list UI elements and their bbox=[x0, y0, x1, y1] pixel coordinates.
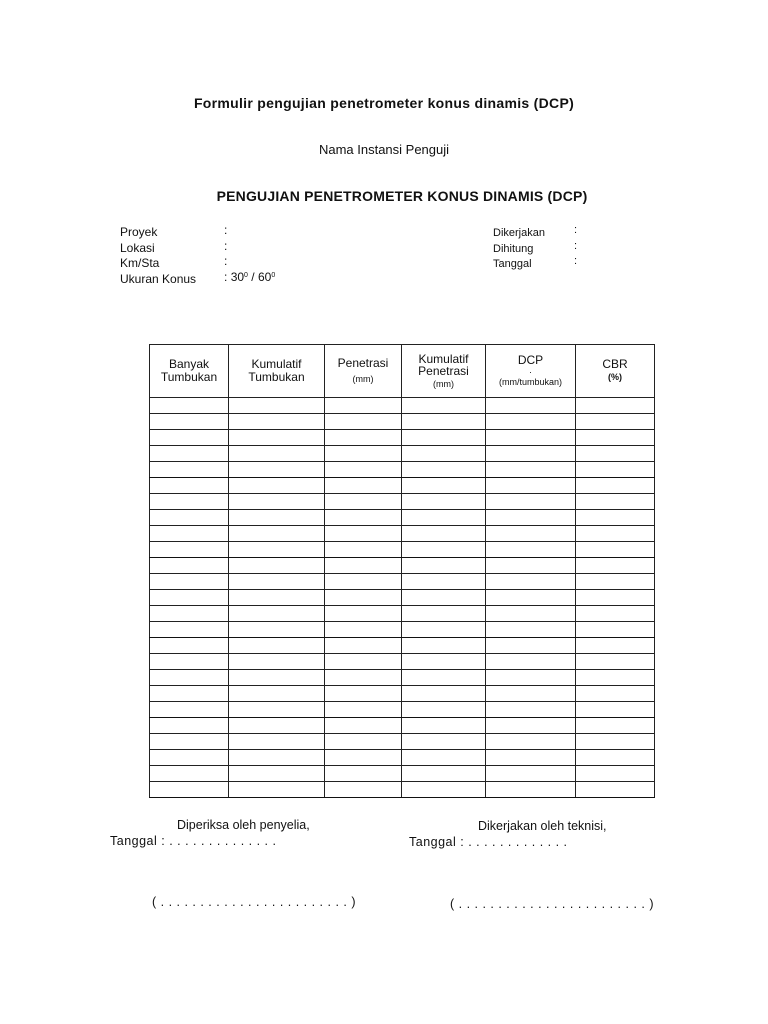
table-row bbox=[150, 510, 655, 526]
table-cell[interactable] bbox=[486, 750, 576, 766]
document-title: Formulir pengujian penetrometer konus dinamis (DCP) bbox=[193, 95, 575, 111]
table-cell[interactable] bbox=[486, 462, 576, 478]
table-cell[interactable] bbox=[229, 718, 325, 734]
meta-label: Km/Sta bbox=[120, 256, 160, 270]
table-row bbox=[150, 414, 655, 430]
table-body bbox=[150, 398, 655, 798]
header-line: DCP bbox=[517, 352, 544, 367]
table-cell[interactable] bbox=[229, 766, 325, 782]
right-signature-name: ( . . . . . . . . . . . . . . . . . . . . . . . . ) bbox=[450, 897, 654, 911]
table-cell[interactable] bbox=[486, 670, 576, 686]
table-cell[interactable] bbox=[576, 686, 655, 702]
table-cell[interactable] bbox=[486, 526, 576, 542]
table-cell[interactable] bbox=[486, 414, 576, 430]
table-cell[interactable] bbox=[325, 494, 402, 510]
table-cell[interactable] bbox=[402, 526, 486, 542]
table-cell[interactable] bbox=[229, 478, 325, 494]
table-cell[interactable] bbox=[325, 750, 402, 766]
table-row bbox=[150, 478, 655, 494]
header-dot: . bbox=[529, 364, 532, 375]
header-line: Tumbukan bbox=[160, 370, 218, 384]
table-cell[interactable] bbox=[576, 398, 655, 414]
table-cell[interactable] bbox=[402, 494, 486, 510]
table-row bbox=[150, 558, 655, 574]
table-row bbox=[150, 430, 655, 446]
table-cell[interactable] bbox=[150, 574, 229, 590]
meta-colon: : bbox=[224, 269, 228, 284]
header-line: Penetrasi bbox=[337, 355, 389, 370]
table-cell[interactable] bbox=[229, 414, 325, 430]
table-cell[interactable] bbox=[150, 478, 229, 494]
table-cell[interactable] bbox=[150, 430, 229, 446]
table-cell[interactable] bbox=[576, 462, 655, 478]
table-cell[interactable] bbox=[229, 686, 325, 702]
table-cell[interactable] bbox=[576, 654, 655, 670]
table-cell[interactable] bbox=[576, 766, 655, 782]
table-row bbox=[150, 446, 655, 462]
table-row bbox=[150, 670, 655, 686]
header-penetrasi bbox=[325, 345, 402, 398]
table-cell[interactable] bbox=[576, 782, 655, 798]
table-cell[interactable] bbox=[402, 734, 486, 750]
table-row bbox=[150, 782, 655, 798]
table-cell[interactable] bbox=[402, 478, 486, 494]
table-cell[interactable] bbox=[150, 606, 229, 622]
table-cell[interactable] bbox=[486, 494, 576, 510]
table-cell[interactable] bbox=[402, 718, 486, 734]
table-cell[interactable] bbox=[150, 750, 229, 766]
table-cell[interactable] bbox=[402, 446, 486, 462]
table-row bbox=[150, 462, 655, 478]
table-cell[interactable] bbox=[576, 606, 655, 622]
table-cell[interactable] bbox=[486, 478, 576, 494]
table-cell[interactable] bbox=[229, 590, 325, 606]
header-line: Tumbukan bbox=[248, 370, 305, 384]
table-cell[interactable] bbox=[486, 542, 576, 558]
table-cell[interactable] bbox=[229, 654, 325, 670]
table-cell[interactable] bbox=[229, 494, 325, 510]
table-cell[interactable] bbox=[150, 670, 229, 686]
table-cell[interactable] bbox=[229, 734, 325, 750]
table-cell[interactable] bbox=[486, 718, 576, 734]
table-cell[interactable] bbox=[576, 542, 655, 558]
table-row bbox=[150, 766, 655, 782]
header-dcp bbox=[486, 345, 576, 398]
table-cell[interactable] bbox=[150, 494, 229, 510]
table-cell[interactable] bbox=[486, 766, 576, 782]
meta-row-dihitung bbox=[493, 239, 578, 255]
header-banyak-tumbukan bbox=[150, 345, 229, 398]
meta-colon: : bbox=[574, 224, 578, 236]
table-cell[interactable] bbox=[229, 462, 325, 478]
table-cell[interactable] bbox=[486, 574, 576, 590]
table-cell[interactable] bbox=[402, 574, 486, 590]
table-row bbox=[150, 494, 655, 510]
table-cell[interactable] bbox=[325, 574, 402, 590]
table-cell[interactable] bbox=[576, 558, 655, 574]
table-cell[interactable] bbox=[402, 702, 486, 718]
table-row bbox=[150, 526, 655, 542]
header-line: Penetrasi bbox=[418, 363, 469, 378]
table-cell[interactable] bbox=[325, 526, 402, 542]
table-cell[interactable] bbox=[325, 702, 402, 718]
institution-name: Nama Instansi Penguji bbox=[318, 142, 450, 157]
meta-label: Proyek bbox=[120, 225, 158, 239]
table-row bbox=[150, 718, 655, 734]
meta-left-block bbox=[120, 223, 276, 287]
left-signature-date: Tanggal : . . . . . . . . . . . . . . bbox=[110, 834, 277, 848]
table-cell[interactable] bbox=[486, 686, 576, 702]
table-cell[interactable] bbox=[486, 558, 576, 574]
table-cell[interactable] bbox=[325, 734, 402, 750]
table-cell[interactable] bbox=[402, 414, 486, 430]
table-cell[interactable] bbox=[325, 718, 402, 734]
table-row bbox=[150, 398, 655, 414]
table-cell[interactable] bbox=[576, 670, 655, 686]
meta-colon: : bbox=[224, 223, 228, 237]
cone-angle-1: 30 bbox=[230, 269, 245, 284]
table-cell[interactable] bbox=[576, 702, 655, 718]
table-cell[interactable] bbox=[325, 654, 402, 670]
table-cell[interactable] bbox=[402, 622, 486, 638]
table-row bbox=[150, 590, 655, 606]
table-cell[interactable] bbox=[325, 446, 402, 462]
table-cell[interactable] bbox=[402, 590, 486, 606]
degree-sup-2: 0 bbox=[271, 271, 276, 279]
table-cell[interactable] bbox=[402, 462, 486, 478]
table-cell[interactable] bbox=[576, 638, 655, 654]
header-line: Banyak bbox=[168, 357, 210, 371]
table-cell[interactable] bbox=[150, 446, 229, 462]
table-cell[interactable] bbox=[486, 734, 576, 750]
table-row bbox=[150, 638, 655, 654]
meta-row-ukuran-konus bbox=[120, 269, 276, 287]
table-row bbox=[150, 654, 655, 670]
meta-row-dikerjakan bbox=[493, 223, 578, 239]
table-cell[interactable] bbox=[486, 654, 576, 670]
right-signature-caption: Dikerjakan oleh teknisi, bbox=[478, 819, 607, 833]
table-cell[interactable] bbox=[325, 414, 402, 430]
meta-row-lokasi bbox=[120, 238, 228, 255]
table-cell[interactable] bbox=[150, 766, 229, 782]
table-cell[interactable] bbox=[576, 750, 655, 766]
table-cell[interactable] bbox=[150, 654, 229, 670]
table-cell[interactable] bbox=[325, 462, 402, 478]
table-cell[interactable] bbox=[325, 398, 402, 414]
table-cell[interactable] bbox=[229, 398, 325, 414]
table-cell[interactable] bbox=[229, 638, 325, 654]
cone-size-value bbox=[224, 270, 275, 286]
table-cell[interactable] bbox=[229, 526, 325, 542]
meta-colon: : bbox=[224, 254, 228, 268]
table-cell[interactable] bbox=[402, 782, 486, 798]
table-cell[interactable] bbox=[229, 702, 325, 718]
table-cell[interactable] bbox=[150, 414, 229, 430]
table-cell[interactable] bbox=[325, 590, 402, 606]
table-cell[interactable] bbox=[576, 734, 655, 750]
table-cell[interactable] bbox=[576, 478, 655, 494]
table-cell[interactable] bbox=[486, 702, 576, 718]
form-heading: PENGUJIAN PENETROMETER KONUS DINAMIS (DCP) bbox=[216, 188, 588, 204]
table-row bbox=[150, 734, 655, 750]
right-signature-date: Tanggal : . . . . . . . . . . . . . bbox=[409, 835, 568, 849]
table-cell[interactable] bbox=[325, 622, 402, 638]
table-cell[interactable] bbox=[229, 606, 325, 622]
table-cell[interactable] bbox=[229, 542, 325, 558]
meta-row-proyek bbox=[120, 223, 228, 239]
table-cell[interactable] bbox=[150, 702, 229, 718]
table-cell[interactable] bbox=[150, 590, 229, 606]
meta-right-block bbox=[493, 223, 578, 270]
meta-label: Dikerjakan bbox=[493, 227, 545, 239]
table-row bbox=[150, 574, 655, 590]
table-cell[interactable] bbox=[325, 478, 402, 494]
table-cell[interactable] bbox=[576, 510, 655, 526]
table-cell[interactable] bbox=[150, 686, 229, 702]
table-cell[interactable] bbox=[325, 686, 402, 702]
header-cbr bbox=[576, 345, 655, 398]
table-cell[interactable] bbox=[402, 654, 486, 670]
table-cell[interactable] bbox=[576, 446, 655, 462]
meta-label: Tanggal bbox=[493, 258, 532, 270]
table-cell[interactable] bbox=[325, 558, 402, 574]
table-cell[interactable] bbox=[150, 462, 229, 478]
table-cell[interactable] bbox=[576, 430, 655, 446]
table-cell[interactable] bbox=[486, 782, 576, 798]
table-cell[interactable] bbox=[486, 446, 576, 462]
header-unit: (%) bbox=[608, 372, 622, 382]
table-cell[interactable] bbox=[325, 782, 402, 798]
header-kumulatif-tumbukan bbox=[229, 345, 325, 398]
left-signature-name: ( . . . . . . . . . . . . . . . . . . . . . . . . ) bbox=[152, 895, 356, 909]
table-cell[interactable] bbox=[325, 670, 402, 686]
table-cell[interactable] bbox=[486, 430, 576, 446]
table-cell[interactable] bbox=[150, 734, 229, 750]
table-cell[interactable] bbox=[150, 622, 229, 638]
table-cell[interactable] bbox=[576, 414, 655, 430]
table-cell[interactable] bbox=[486, 638, 576, 654]
table-cell[interactable] bbox=[402, 510, 486, 526]
table-cell[interactable] bbox=[402, 750, 486, 766]
table-cell[interactable] bbox=[229, 574, 325, 590]
table-cell[interactable] bbox=[150, 398, 229, 414]
table-cell[interactable] bbox=[402, 638, 486, 654]
table-cell[interactable] bbox=[576, 590, 655, 606]
table-cell[interactable] bbox=[229, 782, 325, 798]
table-cell[interactable] bbox=[402, 430, 486, 446]
header-unit: (mm/tumbukan) bbox=[498, 376, 562, 387]
table-cell[interactable] bbox=[325, 430, 402, 446]
table-cell[interactable] bbox=[229, 558, 325, 574]
table-cell[interactable] bbox=[150, 510, 229, 526]
table-cell[interactable] bbox=[486, 622, 576, 638]
table-cell[interactable] bbox=[325, 542, 402, 558]
cone-angle-separator: / 60 bbox=[247, 269, 272, 284]
meta-colon: : bbox=[574, 255, 578, 267]
table-row bbox=[150, 622, 655, 638]
table-cell[interactable] bbox=[486, 590, 576, 606]
table-cell[interactable] bbox=[486, 606, 576, 622]
table-cell[interactable] bbox=[229, 750, 325, 766]
table-row bbox=[150, 750, 655, 766]
table-cell[interactable] bbox=[150, 558, 229, 574]
header-unit: (mm) bbox=[433, 378, 454, 389]
dcp-data-table bbox=[149, 344, 655, 798]
header-kumulatif-penetrasi bbox=[402, 345, 486, 398]
table-cell[interactable] bbox=[402, 542, 486, 558]
table-cell[interactable] bbox=[576, 718, 655, 734]
table-cell[interactable] bbox=[229, 446, 325, 462]
table-cell[interactable] bbox=[576, 526, 655, 542]
table-cell[interactable] bbox=[402, 766, 486, 782]
meta-colon: : bbox=[224, 238, 228, 253]
table-row bbox=[150, 686, 655, 702]
table-cell[interactable] bbox=[325, 766, 402, 782]
meta-label: Ukuran Konus bbox=[120, 271, 197, 286]
header-line: Kumulatif bbox=[418, 351, 469, 366]
header-unit: (mm) bbox=[352, 373, 374, 384]
table-cell[interactable] bbox=[402, 558, 486, 574]
table-cell[interactable] bbox=[229, 670, 325, 686]
table-cell[interactable] bbox=[325, 606, 402, 622]
table-row bbox=[150, 542, 655, 558]
table-cell[interactable] bbox=[150, 782, 229, 798]
table-cell[interactable] bbox=[229, 510, 325, 526]
table-cell[interactable] bbox=[325, 638, 402, 654]
meta-row-tanggal bbox=[493, 254, 578, 270]
table-cell[interactable] bbox=[576, 622, 655, 638]
meta-colon: : bbox=[574, 239, 578, 252]
table-cell[interactable] bbox=[229, 430, 325, 446]
table-header-row bbox=[150, 345, 655, 398]
table-cell[interactable] bbox=[402, 398, 486, 414]
table-cell[interactable] bbox=[402, 686, 486, 702]
table-cell[interactable] bbox=[486, 398, 576, 414]
table-cell[interactable] bbox=[576, 574, 655, 590]
table-cell[interactable] bbox=[576, 494, 655, 510]
table-row bbox=[150, 606, 655, 622]
meta-row-kmsta bbox=[120, 254, 228, 270]
degree-sup-1: 0 bbox=[244, 271, 248, 279]
table-cell[interactable] bbox=[150, 526, 229, 542]
meta-label: Dihitung bbox=[493, 242, 534, 255]
table-cell[interactable] bbox=[150, 638, 229, 654]
table-cell[interactable] bbox=[150, 718, 229, 734]
meta-label: Lokasi bbox=[120, 240, 155, 255]
table-cell[interactable] bbox=[229, 622, 325, 638]
table-cell[interactable] bbox=[402, 606, 486, 622]
table-cell[interactable] bbox=[325, 510, 402, 526]
table-row bbox=[150, 702, 655, 718]
table-cell[interactable] bbox=[150, 542, 229, 558]
header-line: CBR bbox=[602, 357, 628, 371]
header-line: Kumulatif bbox=[251, 357, 302, 371]
table-cell[interactable] bbox=[486, 510, 576, 526]
left-signature-caption: Diperiksa oleh penyelia, bbox=[177, 818, 310, 832]
table-cell[interactable] bbox=[402, 670, 486, 686]
